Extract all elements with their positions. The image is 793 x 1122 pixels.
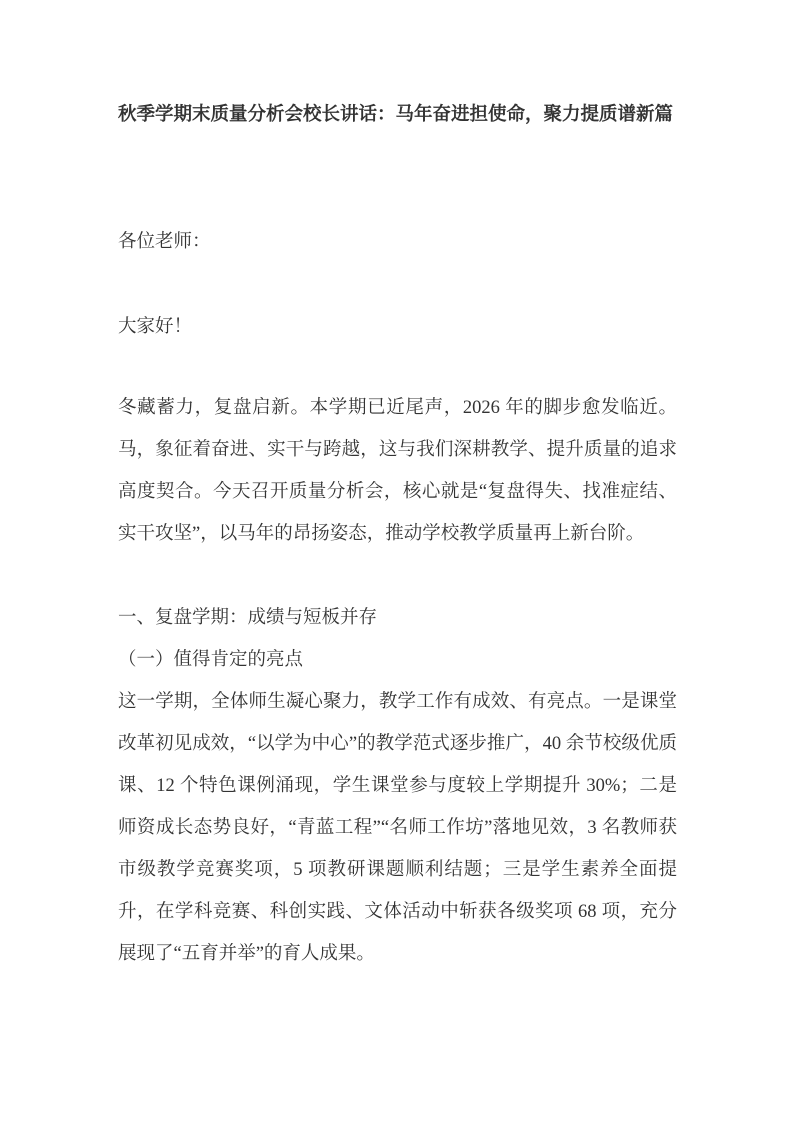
salutation: 各位老师： [118, 232, 211, 252]
document-title: 秋季学期末质量分析会校长讲话：马年奋进担使命，聚力提质谱新篇 [118, 105, 674, 125]
intro-paragraph: 冬藏蓄力，复盘启新。本学期已近尾声，2026 年的脚步愈发临近。马，象征着奋进、实干与跨越，这与我们深耕教学、提升质量的追求高度契合。今天召开质量分析会，核心就是“复盘得失、找准症结、实干攻坚”，以马年的昂扬姿态，推动学校教学质量再上新台阶。 [118, 398, 677, 544]
section-1-subsection-1-body: 这一学期，全体师生凝心聚力，教学工作有成效、有亮点。一是课堂改革初见成效，“以学为中心”的教学范式逐步推广，40 余节校级优质课、12 个特色课例涌现，学生课堂参与度较上学期提升 30%；二是师资成长态势良好，“青蓝工程”“名师工作坊”落地见效，3 名教师获市级教学竞赛奖项，5 项教研课题顺利结题；三是学生素养全面提升，在学科竞赛、科创实践、文体活动中斩获各级奖项 68 项，充分展现了“五育并举”的育人成果。 [118, 692, 677, 964]
section-1-subsection-1-heading: （一）值得肯定的亮点 [118, 650, 304, 670]
section-1-heading: 一、复盘学期：成绩与短板并存 [118, 608, 378, 628]
greeting: 大家好！ [118, 317, 193, 337]
